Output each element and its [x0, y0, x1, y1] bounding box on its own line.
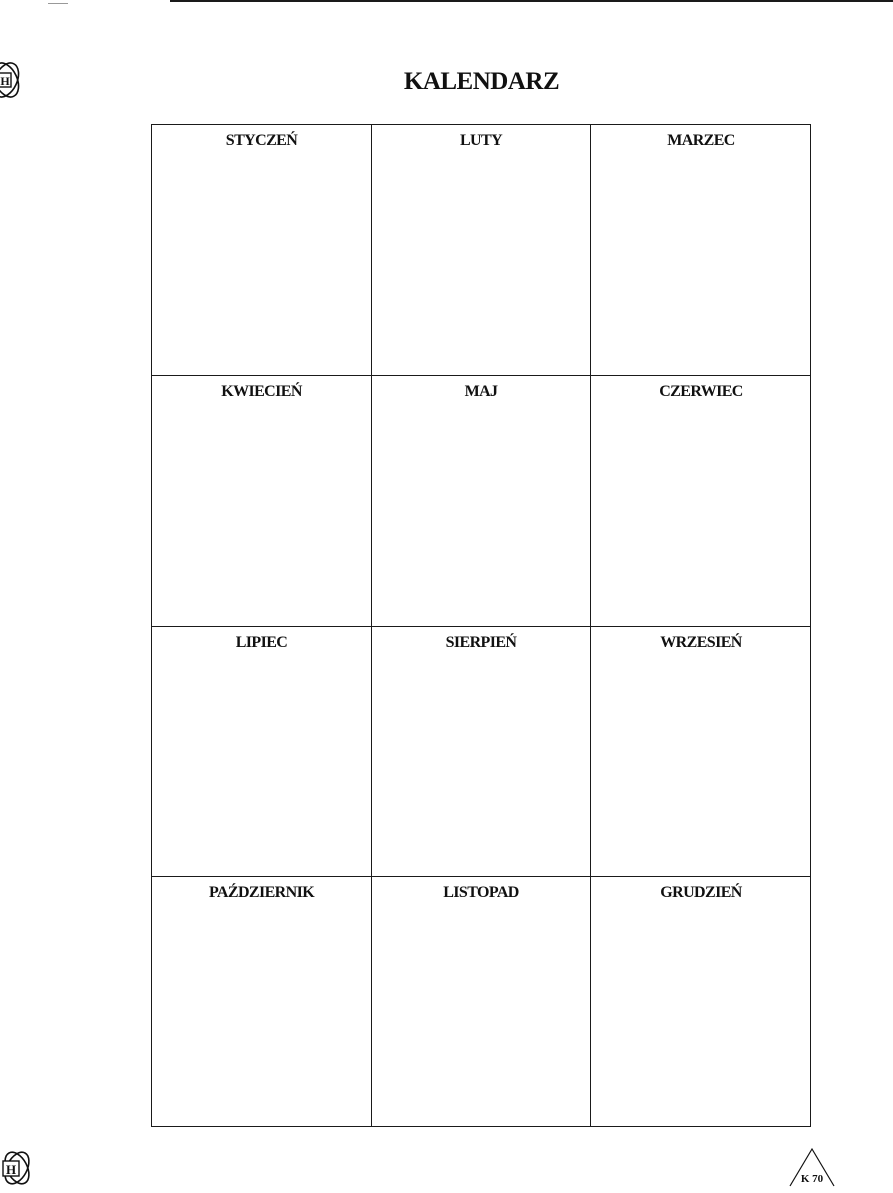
month-label: MAJ: [464, 383, 498, 400]
month-cell-may[interactable]: [371, 375, 590, 626]
month-cell-september[interactable]: [590, 626, 811, 876]
top-border-fragment: [48, 3, 68, 4]
page-title: KALENDARZ: [403, 68, 560, 95]
month-cell-january[interactable]: [151, 124, 371, 375]
calendar-grid: [151, 124, 811, 1127]
month-cell-august[interactable]: [371, 626, 590, 876]
month-label: MARZEC: [667, 132, 735, 149]
month-cell-july[interactable]: [151, 626, 371, 876]
month-cell-december[interactable]: [590, 876, 811, 1127]
page-code: K 70: [800, 1173, 824, 1185]
month-cell-march[interactable]: [590, 124, 811, 375]
month-cell-october[interactable]: [151, 876, 371, 1127]
month-label: LIPIEC: [235, 634, 288, 651]
month-label: LISTOPAD: [443, 884, 519, 901]
month-cell-february[interactable]: [371, 124, 590, 375]
logo-letter: H: [5, 1162, 17, 1177]
logo-letter: H: [0, 74, 10, 88]
month-label: PAŹDZIERNIK: [208, 884, 315, 901]
month-label: WRZESIEŃ: [660, 634, 742, 651]
month-cell-november[interactable]: [371, 876, 590, 1127]
month-cell-april[interactable]: [151, 375, 371, 626]
month-label: KWIECIEŃ: [221, 383, 302, 400]
top-border-line: [170, 0, 893, 2]
month-label: SIERPIEŃ: [445, 634, 517, 651]
month-label: LUTY: [459, 132, 503, 149]
page-mark: [788, 1146, 836, 1188]
month-label: GRUDZIEŃ: [660, 884, 742, 901]
month-label: CZERWIEC: [659, 383, 743, 400]
month-cell-june[interactable]: [590, 375, 811, 626]
publisher-logo-icon: [0, 1148, 36, 1188]
month-label: STYCZEŃ: [225, 132, 298, 149]
